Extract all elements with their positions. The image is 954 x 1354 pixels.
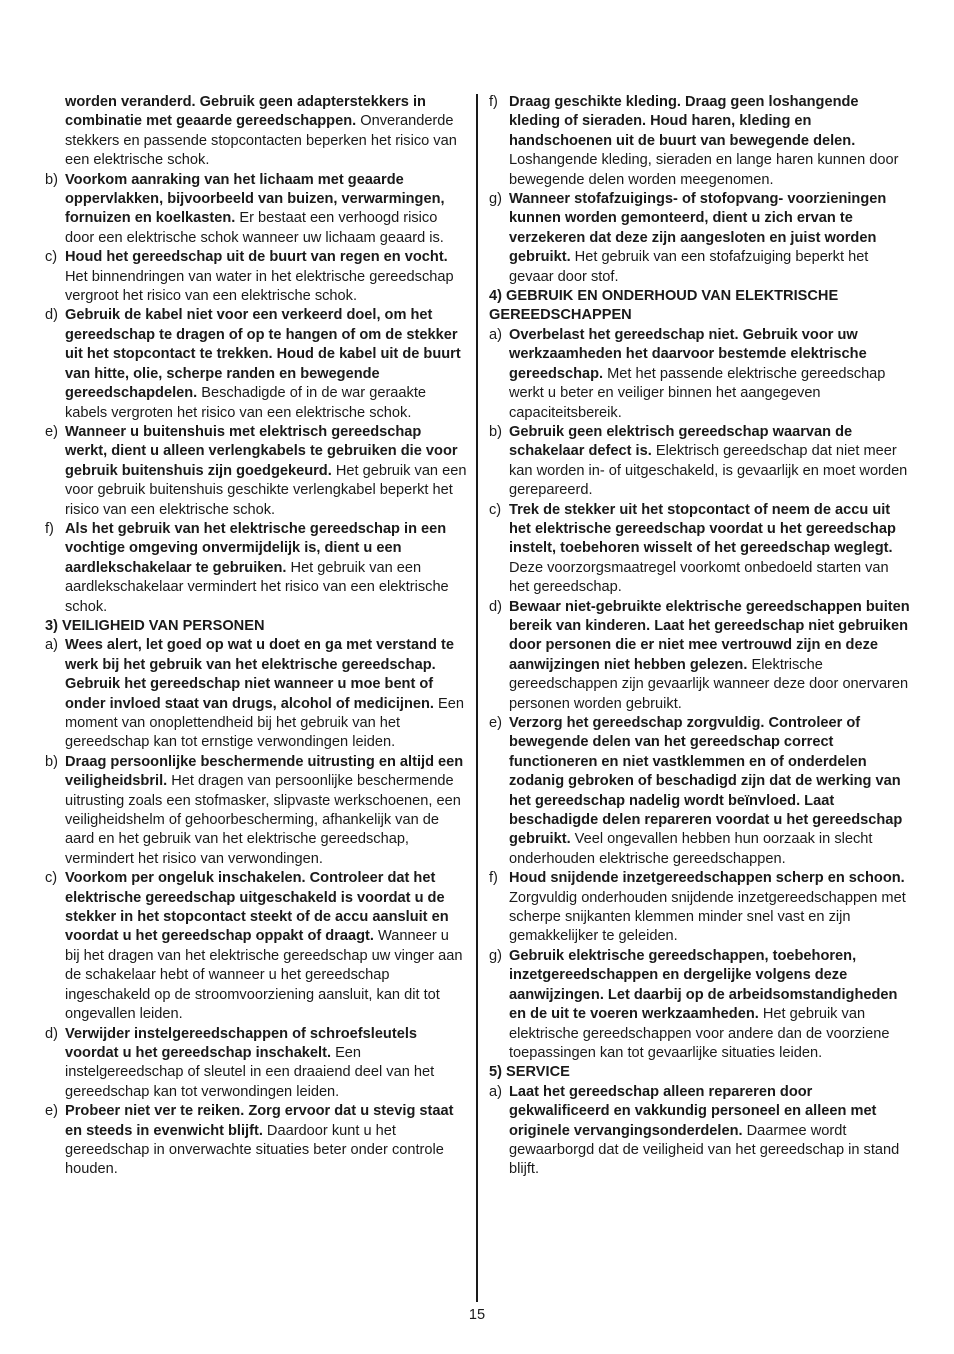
item-text: Een instelgereedschap of sleutel in een draaiend deel van het gereedschap kan tot verwondingen leiden. bbox=[65, 1044, 435, 1100]
item-bold-text: Trek de stekker uit het stopcontact of neem de accu uit het elektrische gereedschap voordat u het gereedschap instelt, toebehoren wisselt of het gereedschap weglegt. bbox=[509, 501, 896, 557]
column-divider bbox=[476, 94, 478, 1302]
item-text: Elektrische gereedschappen zijn gevaarlijk wanneer deze door onervaren personen worden gebruikt. bbox=[509, 656, 909, 712]
item-text: Een moment van onoplettendheid bij het gebruik van het gereedschap kan tot ernstige verwondingen leiden. bbox=[65, 695, 464, 751]
list-item bbox=[489, 714, 911, 869]
item-text: Daardoor kunt u het gereedschap in onverwachte situaties beter onder controle houden. bbox=[65, 1122, 444, 1178]
item-text: Daarmee wordt gewaarborgd dat de veiligheid van het gereedschap in stand blijft. bbox=[509, 1122, 900, 1178]
list-item bbox=[45, 869, 467, 1024]
item-letter: d) bbox=[45, 307, 58, 324]
right-column bbox=[489, 93, 911, 1180]
item-bold-text: Draag geschikte kleding. Draag geen loshangende kleding of sieraden. Houd haren, kleding en handschoenen uit de buurt van bewegende delen. bbox=[509, 94, 859, 149]
item-letter: f) bbox=[489, 94, 498, 110]
item-letter: b) bbox=[489, 423, 502, 440]
item-text: Deze voorzorgsmaatregel voorkomt onbedoeld starten van het gereedschap. bbox=[509, 559, 889, 596]
item-text: Het binnendringen van water in het elektrische gereedschap vergroot het risico van een elektrische schok. bbox=[65, 268, 454, 305]
list-item bbox=[45, 93, 467, 171]
list-item bbox=[489, 1083, 911, 1180]
item-text: Het gebruik van een stofafzuiging beperkt het gevaar door stof. bbox=[509, 249, 869, 285]
item-bold-text: Voorkom per ongeluk inschakelen. Controleer dat het elektrische gereedschap uitgeschakeld is voordat u de stekker in het stopcontact steekt of de accu aansluit en voordat u het gereedschap oppakt of draagt. bbox=[65, 870, 449, 945]
item-letter: a) bbox=[489, 326, 502, 343]
list-item bbox=[489, 501, 911, 598]
item-text: Beschadigde of in de war geraakte kabels vergroten het risico van een elektrische schok. bbox=[65, 385, 427, 421]
item-bold-text: Bewaar niet-gebruikte elektrische gereedschappen buiten bereik van kinderen. Laat het gereedschap niet gebruiken door personen die er niet mee vertrouwd zijn en deze aanwijzingen niet hebben gelezen. bbox=[509, 598, 910, 673]
list-item bbox=[489, 423, 911, 501]
item-letter: c) bbox=[45, 249, 58, 266]
item-bold-text: Verzorg het gereedschap zorgvuldig. Controleer of bewegende delen van het gereedschap correct functioneren en niet vastklemmen en of onderdelen zodanig gebroken of beschadigd zijn dat de werking van het gereedschap nadelig wordt beïnvloed. Laat beschadigde delen repareren voordat u het gereedschap gebruikt. bbox=[509, 715, 903, 848]
list-item bbox=[489, 869, 911, 947]
list-item bbox=[45, 248, 467, 306]
item-letter: f) bbox=[489, 870, 498, 887]
item-bold-text: Verwijder instelgereedschappen of schroefsleutels voordat u het gereedschap inschakelt. bbox=[65, 1025, 417, 1061]
item-bold-text: worden veranderd. Gebruik geen adapterstekkers in combinatie met geaarde gereedschappen. bbox=[65, 94, 426, 130]
item-bold-text: Als het gebruik van het elektrische gereedschap in een vochtige omgeving onvermijdelijk is, dient u een aardlekschakelaar te gebruiken. bbox=[65, 520, 447, 576]
item-text: Met het passende elektrische gereedschap werkt u beter en veiliger binnen het aangegeven capaciteitsbereik. bbox=[509, 365, 886, 421]
item-letter: e) bbox=[489, 715, 502, 731]
item-bold-text: Gebruik elektrische gereedschappen, toebehoren, inzetgereedschappen en dergelijke volgens deze aanwijzingen. Let daarbij op de arbeidsomstandigheden en de uit te voeren werkzaamheden. bbox=[509, 947, 898, 1023]
list-item bbox=[489, 947, 911, 1063]
list-item bbox=[489, 190, 911, 287]
item-bold-text: Probeer niet ver te reiken. Zorg ervoor dat u stevig staat en steeds in evenwicht blijft. bbox=[65, 1103, 454, 1139]
item-text: Veel ongevallen hebben hun oorzaak in slecht onderhouden elektrische gereedschappen. bbox=[509, 831, 873, 867]
list-item bbox=[45, 636, 467, 752]
item-text: Wanneer u bij het dragen van het elektrische gereedschap uw vinger aan de schakelaar hebt of wanneer u het gereedschap ingeschakeld op de stroomvoorziening aansluit, kan dit tot ongevallen leiden. bbox=[65, 928, 463, 1023]
item-bold-text: Gebruik de kabel niet voor een verkeerd doel, om het gereedschap te dragen of op te hangen of om de stekker uit het stopcontact te trekken. Houd de kabel uit de buurt van hitte, olie, scherpe randen en bewegende gereedschapdelen. bbox=[65, 307, 461, 402]
list-item bbox=[489, 598, 911, 714]
item-bold-text: Houd snijdende inzetgereedschappen scherp en schoon. bbox=[509, 870, 905, 887]
list-item bbox=[45, 753, 467, 869]
item-text: Het gebruik van een aardlekschakelaar vermindert het risico van een elektrische schok. bbox=[65, 559, 449, 615]
item-letter: c) bbox=[45, 870, 58, 887]
item-letter: d) bbox=[45, 1025, 58, 1042]
item-bold-text: Houd het gereedschap uit de buurt van regen en vocht. bbox=[65, 249, 448, 266]
item-text: Het dragen van persoonlijke beschermende uitrusting zoals een stofmasker, slipvaste werkschoenen, een veiligheidshelm of gehoorbescherming, afhankelijk van de aard en het gebruik van het elektrische gereedschap, vermindert het risico van verwondingen. bbox=[65, 773, 461, 867]
item-bold-text: Wees alert, let goed op wat u doet en ga met verstand te werk bij het gebruik van het elektrische gereedschap. Gebruik het gereedschap niet wanneer u moe bent of onder invloed staat van drugs, alcohol of medicijnen. bbox=[65, 637, 454, 712]
item-bold-text: Laat het gereedschap alleen repareren door gekwalificeerd en vakkundig personeel en alleen met originele vervangingsonderdelen. bbox=[509, 1083, 877, 1139]
list-item bbox=[45, 520, 467, 617]
item-letter: a) bbox=[45, 637, 58, 654]
list-item bbox=[45, 306, 467, 422]
item-bold-text: Voorkom aanraking van het lichaam met geaarde oppervlakken, bijvoorbeeld van buizen, verwarmingen, fornuizen en koelkasten. bbox=[65, 171, 445, 227]
item-letter: e) bbox=[45, 1103, 58, 1120]
item-bold-text: Overbelast het gereedschap niet. Gebruik voor uw werkzaamheden het daarvoor bestemde elektrische gereedschap. bbox=[509, 326, 867, 382]
item-bold-text: Gebruik geen elektrisch gereedschap waarvan de schakelaar defect is. bbox=[509, 423, 853, 460]
item-bold-text: Draag persoonlijke beschermende uitrusting en altijd een veiligheidsbril. bbox=[65, 753, 464, 790]
item-bold-text: Wanneer u buitenshuis met elektrisch gereedschap werkt, dient u alleen verlengkabels te gebruiken die voor gebruik buitenshuis zijn goedgekeurd. bbox=[65, 423, 458, 479]
list-item bbox=[45, 1102, 467, 1180]
list-item bbox=[489, 93, 911, 190]
item-letter: a) bbox=[489, 1083, 502, 1100]
item-text: Elektrisch gereedschap dat niet meer kan worden in- of uitgeschakeld, is gevaarlijk en moet worden gerepareerd. bbox=[509, 443, 908, 499]
item-letter: g) bbox=[489, 191, 502, 208]
section-heading: 5) SERVICE bbox=[489, 1064, 570, 1081]
item-text: Het gebruik van een voor gebruik buitenshuis geschikte verlengkabel beperkt het risico van een elektrische schok. bbox=[65, 462, 467, 518]
item-bold-text: Wanneer stofafzuigings- of stofopvang- voorzieningen kunnen worden gemonteerd, dient u zich ervan te verzekeren dat deze zijn aangesloten en juist worden gebruikt. bbox=[509, 191, 887, 266]
item-letter: b) bbox=[45, 753, 58, 770]
item-letter: c) bbox=[489, 501, 502, 518]
item-letter: f) bbox=[45, 520, 54, 537]
item-text: Het gebruik van elektrische gereedschappen voor andere dan de voorziene toepassingen kan tot gevaarlijke situaties leiden. bbox=[509, 1006, 890, 1061]
list-item bbox=[45, 171, 467, 249]
list-item bbox=[45, 1025, 467, 1103]
list-item bbox=[45, 423, 467, 520]
item-text: Onveranderde stekkers en passende stopcontacten beperken het risico van een elektrische schok. bbox=[65, 113, 457, 169]
section-heading: 3) VEILIGHEID VAN PERSONEN bbox=[45, 617, 265, 634]
left-column bbox=[45, 93, 467, 1180]
item-letter: b) bbox=[45, 171, 58, 188]
list-item bbox=[489, 326, 911, 423]
item-text: Zorgvuldig onderhouden snijdende inzetgereedschappen met scherpe snijkanten klemmen minder snel vast en zijn gemakkelijker te geleiden. bbox=[509, 889, 906, 945]
item-text: Loshangende kleding, sieraden en lange haren kunnen door bewegende delen worden meegenomen. bbox=[509, 152, 899, 188]
item-text: Er bestaat een verhoogd risico door een elektrische schok wanneer uw lichaam geaard is. bbox=[65, 210, 444, 246]
section-heading: 4) GEBRUIK EN ONDERHOUD VAN ELEKTRISCHE GEREEDSCHAPPEN bbox=[489, 288, 839, 324]
item-letter: e) bbox=[45, 423, 58, 440]
item-letter: d) bbox=[489, 598, 502, 615]
page-number: 15 bbox=[468, 1307, 486, 1323]
item-letter: g) bbox=[489, 947, 502, 964]
